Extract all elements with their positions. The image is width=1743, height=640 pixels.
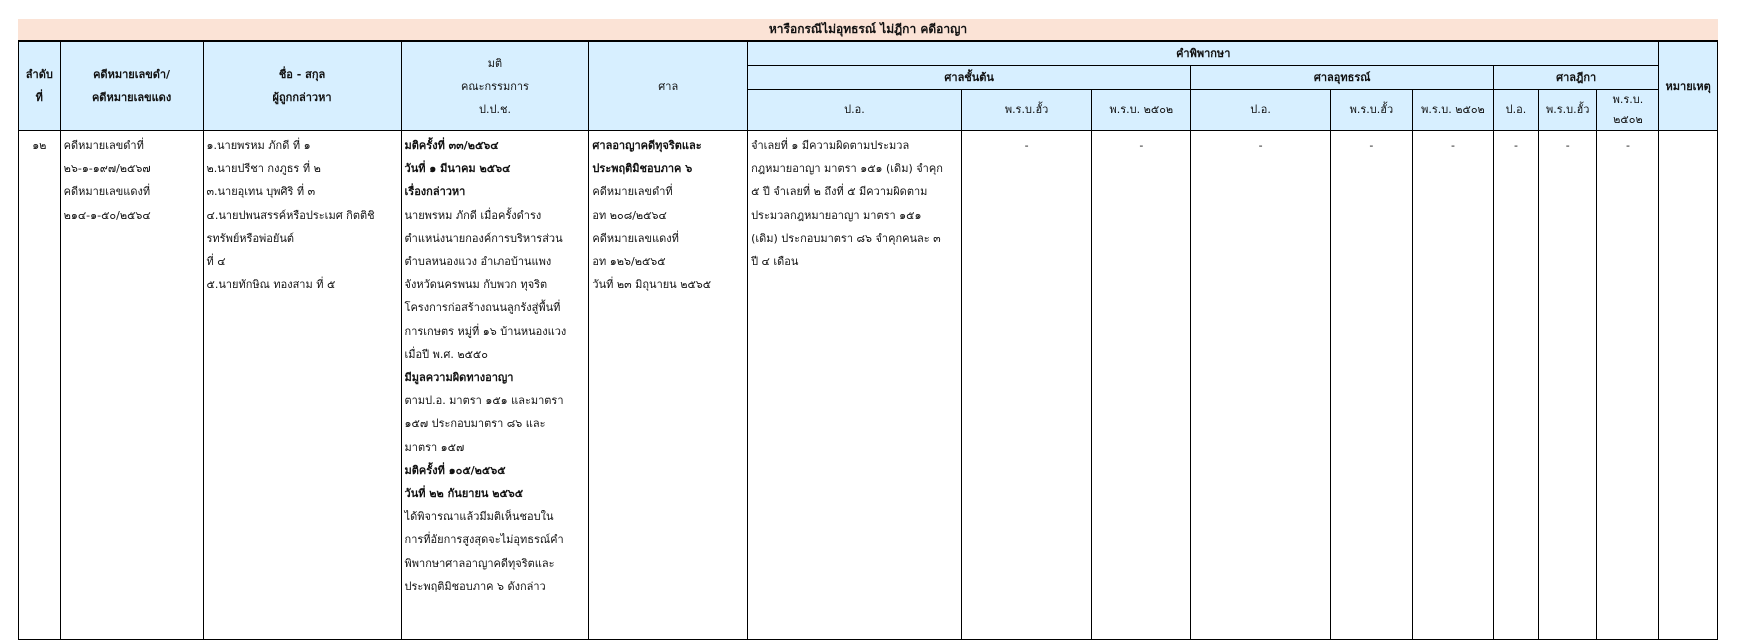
cell-court [589,131,748,640]
cell-first-bid-act: - [961,131,1092,640]
cell-appeal-penal-code: - [1191,131,1331,640]
resolution-line: การเกษตร หมู่ที่ ๑๖ บ้านหนองแวง [404,324,567,338]
header-court-appeal: ศาลอุทธรณ์ [1191,66,1494,90]
cell-appeal-act-2502: - [1412,131,1493,640]
header-nacc-resolution: มติ คณะกรรมการ ป.ป.ช. [401,42,589,131]
resolution-line: วันที่ ๒๒ กันยายน ๒๕๖๕ [404,487,524,501]
cell-first-penal-code: จำเลยที่ ๑ มีความผิดตามประมวล กฎหมายอาญา มาตรา ๑๕๑ (เดิม) จำคุก ๕ ปี จำเลยที่ ๒ ถึงที่ ๕ มีความผิดตาม ประมวลกฎหมายอาญา มาตรา ๑๕๑ (เดิม) ประกอบมาตรา ๘๖ จำคุกคนละ ๓ ปี ๔ เดือน [748,131,962,640]
resolution-line: มติครั้งที่ ๑๐๕/๒๕๖๕ [404,463,506,477]
header-supreme-bid-act: พ.ร.บ.ฮั้ว [1538,90,1597,131]
resolution-line: โครงการก่อสร้างถนนลูกรังสู่พื้นที่ [404,301,561,315]
table-row [19,131,1718,640]
header-case-number: คดีหมายเลขดำ/ คดีหมายเลขแดง [60,42,203,131]
resolution-line: เรื่องกล่าวหา [404,185,466,199]
cell-case-number: คดีหมายเลขดำที่ ๒๖-๑-๑๙๗/๒๕๖๗ คดีหมายเลขแดงที่ ๒๑๔-๑-๕๐/๒๕๖๔ [60,131,203,640]
resolution-line: ตำแหน่งนายกองค์การบริหารส่วน [404,231,563,245]
header-appeal-bid-act: พ.ร.บ.ฮั้ว [1330,90,1412,131]
resolution-line: การที่อัยการสูงสุดจะไม่อุทธรณ์คำ [404,533,564,547]
resolution-line: ประพฤติมิชอบภาค ๖ ดังกล่าว [404,579,546,593]
header-supreme-act-2502: พ.ร.บ. ๒๕๐๒ [1597,90,1659,131]
resolution-line: ตำบลหนองแวง อำเภอบ้านแพง [404,255,552,269]
document-sheet [18,19,1718,640]
resolution-line: จังหวัดนครพนม กับพวก ทุจริต [404,278,548,292]
cell-appeal-bid-act: - [1330,131,1412,640]
header-court-supreme: ศาลฎีกา [1493,66,1658,90]
cell-supreme-act-2502: - [1597,131,1659,640]
header-first-act-2502: พ.ร.บ. ๒๕๐๒ [1092,90,1191,131]
court-line: คดีหมายเลขดำที่ [592,185,673,199]
court-line: ศาลอาญาคดีทุจริตและ [592,139,702,152]
header-remarks: หมายเหตุ [1659,42,1718,131]
cell-first-act-2502: - [1092,131,1191,640]
cell-supreme-bid-act: - [1538,131,1597,640]
cell-nacc-resolution [401,131,589,640]
resolution-line: ๑๕๗ ประกอบมาตรา ๘๖ และ [404,417,546,431]
header-court: ศาล [589,42,748,131]
resolution-line: มาตรา ๑๕๗ [404,440,465,454]
resolution-line: พิพากษาศาลอาญาคดีทุจริตและ [404,556,555,570]
resolution-line: วันที่ ๑ มีนาคม ๒๕๖๔ [404,162,511,176]
header-appeal-penal-code: ป.อ. [1191,90,1331,131]
header-accused-name: ชื่อ - สกุล ผู้ถูกกล่าวหา [203,42,401,131]
cell-order: ๑๒ [19,131,61,640]
court-line: วันที่ ๒๓ มิถุนายน ๒๕๖๕ [592,278,712,292]
sheet-title: หารือกรณีไม่อุทธรณ์ ไม่ฎีกา คดีอาญา [18,19,1718,41]
header-order: ลำดับ ที่ [19,42,61,131]
resolution-line: เมื่อปี พ.ศ. ๒๕๕๐ [404,347,488,361]
header-first-bid-act: พ.ร.บ.ฮั้ว [961,90,1092,131]
header-supreme-penal-code: ป.อ. [1493,90,1538,131]
resolution-line: มติครั้งที่ ๓๓/๒๕๖๔ [404,139,499,152]
resolution-line: ได้พิจารณาแล้วมีมติเห็นชอบใน [404,510,554,524]
header-court-first-instance: ศาลชั้นต้น [748,66,1191,90]
resolution-line: มีมูลความผิดทางอาญา [404,371,514,385]
court-line: อท ๒๐๘/๒๕๖๔ [592,208,667,222]
court-line: คดีหมายเลขแดงที่ [592,231,679,245]
resolution-line: นายพรหม ภักดี เมื่อครั้งดำรง [404,208,542,222]
header-first-penal-code: ป.อ. [748,90,962,131]
header-judgment: คำพิพากษา [748,42,1659,66]
cell-accused-names: ๑.นายพรหม ภักดี ที่ ๑ ๒.นายปรีชา กงภูธร ที่ ๒ ๓.นายอุเทน บุพศิริ ที่ ๓ ๔.นายปพนสรรค์หรือประเมศ กิตติชิ รทรัพย์หรือพ่อยันต์ ที่ ๔ ๕.นายทักษิณ ทองสาม ที่ ๕ [203,131,401,640]
resolution-line: ตามป.อ. มาตรา ๑๕๑ และมาตรา [404,394,564,408]
court-line: ประพฤติมิชอบภาค ๖ [592,162,693,176]
cell-supreme-penal-code: - [1493,131,1538,640]
case-table [18,41,1718,640]
court-line: อท ๑๒๖/๒๕๖๕ [592,255,666,269]
header-appeal-act-2502: พ.ร.บ. ๒๕๐๒ [1412,90,1493,131]
cell-remarks [1659,131,1718,640]
